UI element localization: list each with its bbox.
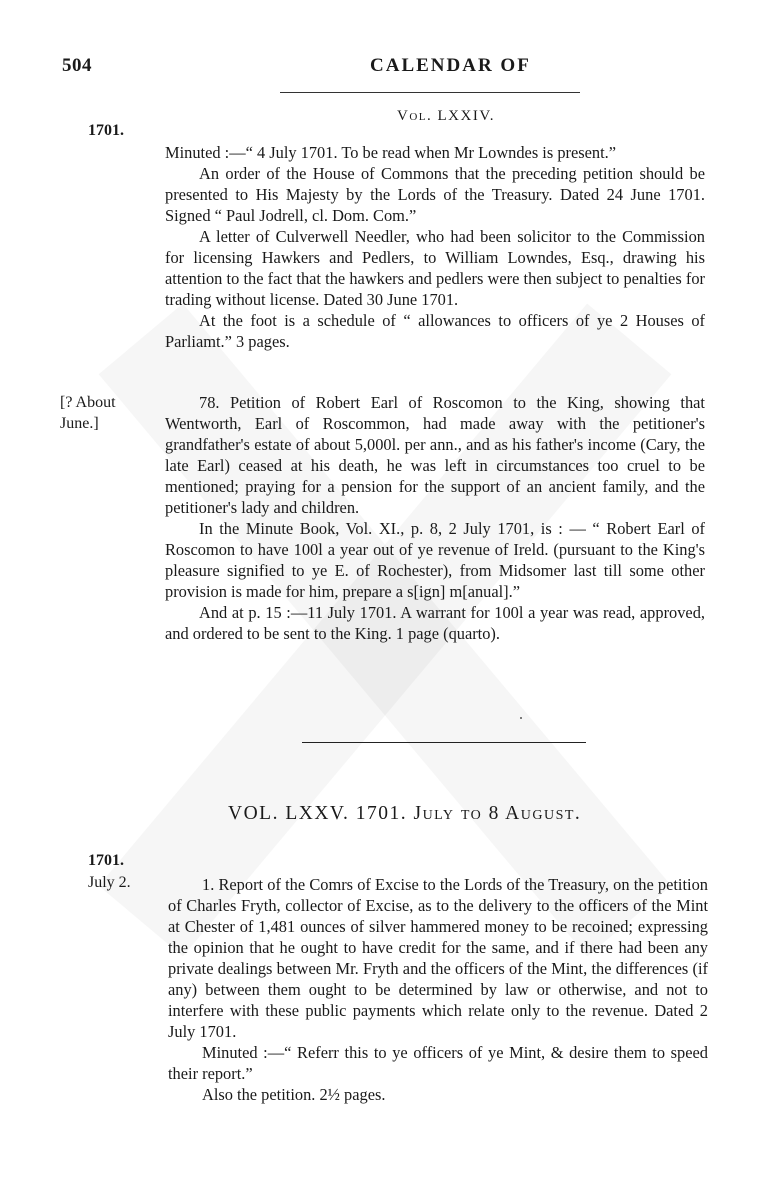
entry-1 (168, 874, 708, 1105)
entry-78 (165, 392, 705, 644)
report-paragraph: 1. Report of the Comrs of Excise to the Lords of the Treasury, on the petition of Charles Fryth, collector of Excise, as to the delivery to the officers of the Mint at Chester of 1,481 ounces of silver hammered money to be recoined; expressing the opinion that he ought to have credit for the same, and if there had been any private dealings between Mr. Fryth and the officers of the Mint, the differences (if any) between them ought to be determined by law or otherwise, and not to interfere with these public payments which relate only to the revenue. Dated 2 July 1701. (168, 875, 708, 1041)
margin-year: 1701. (88, 852, 124, 869)
order-paragraph: An order of the House of Commons that the preceding petition should be presented to His Majesty by the Lords of the Treasury. Dated 24 June 1701. Signed “ Paul Jodrell, cl. Dom. Com.” (165, 164, 705, 225)
running-title: CALENDAR OF (370, 55, 531, 76)
minute-paragraph: Minuted :—“ 4 July 1701. To be read when Mr Lowndes is present.” (165, 143, 617, 162)
header-divider (280, 92, 580, 93)
margin-date: [? About June.] (60, 394, 116, 432)
volume-title (228, 803, 581, 825)
margin-year: 1701. (88, 122, 124, 139)
page-number: 504 (62, 55, 92, 76)
section-divider (302, 742, 586, 743)
entry-continuation (165, 142, 705, 352)
warrant-paragraph: And at p. 15 :—11 July 1701. A warrant for 100l a year was read, approved, and ordered to be sent to the King. 1 page (quarto). (165, 603, 705, 643)
speck (520, 717, 522, 719)
minute-book-paragraph: In the Minute Book, Vol. XI., p. 8, 2 July 1701, is : — “ Robert Earl of Roscomon to have 100l a year out of ye revenue of Ireld. (pursuant to the King's pleasure signified to ye E. of Rochester), from Midsomer last till some other provision is made for him, prepare a s[ign] m[anual].” (165, 519, 705, 601)
letter-paragraph: A letter of Culverwell Needler, who had been solicitor to the Commission for licensing Hawkers and Pedlers, to William Lowndes, Esq., drawing his attention to the fact that the hawkers and pedlers were then subject to penalties for trading without license. Dated 30 June 1701. (165, 227, 705, 309)
minute-paragraph: Minuted :—“ Referr this to ye officers of ye Mint, & desire them to speed their report.” (168, 1043, 708, 1083)
schedule-paragraph: At the foot is a schedule of “ allowances to officers of ye 2 Houses of Parliamt.” 3 pages. (165, 311, 705, 351)
petition-paragraph: 78. Petition of Robert Earl of Roscomon to the King, showing that Wentworth, Earl of Roscommon, had made away with the petitioner's grandfather's estate of about 5,000l. per ann., and as his father's income (Cary, the late Earl) ceased at his death, he was left in circumstances too cruel to be mentioned; praying for a pension for the support of an ancient family, and the petitioner's lady and children. (165, 393, 705, 517)
margin-date: July 2. (88, 874, 131, 891)
volume-title-range: July to 8 August. (413, 803, 582, 824)
volume-heading: Vol. LXXIV. (397, 108, 495, 124)
volume-title-main: VOL. LXXV. 1701. (228, 803, 408, 824)
petition-note: Also the petition. 2½ pages. (202, 1085, 386, 1104)
